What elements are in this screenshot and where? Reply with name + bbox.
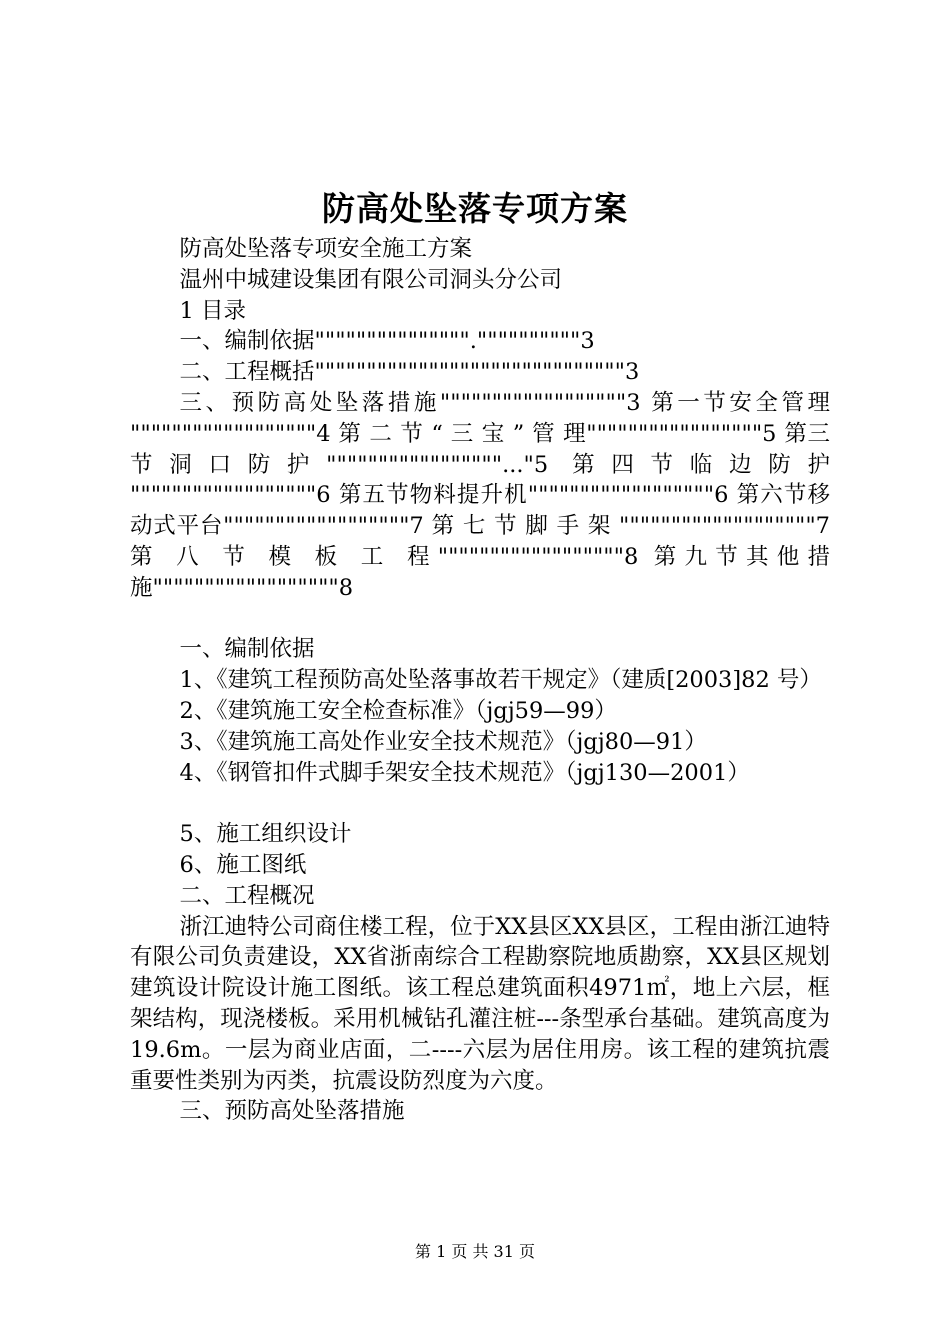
reference-item-5: 5、施工组织设计 [179, 821, 352, 848]
section-heading-2: 二、工程概况 [179, 882, 315, 909]
document-body [130, 234, 830, 1127]
spacer [130, 604, 830, 635]
toc-item-1: 一、编制依据""""""""""""""".""""""""""3 [179, 328, 595, 355]
reference-item-2: 2、《建筑施工安全检查标准》（jgj59—99） [179, 697, 617, 724]
company-line: 温州中城建设集团有限公司洞头分公司 [179, 266, 563, 293]
reference-item-1: 1、《建筑工程预防高处坠落事故若干规定》（建质[2003]82 号） [179, 667, 822, 694]
project-overview-paragraph: 浙江迪特公司商住楼工程，位于XX县区XX县区，工程由浙江迪特有限公司负责建设，XX省浙南综合工程勘察院地质勘察，XX县区规划建筑设计院设计施工图纸。该工程总建筑面积4971㎡，地上六层，框架结构，现浇楼板。采用机械钻孔灌注桩---条型承台基础。建筑高度为19.6m。一层为商业店面，二----六层为居住用房。该工程的建筑抗震重要性类别为丙类，抗震设防烈度为六度。 [130, 913, 830, 1094]
section-heading-3: 三、预防高处坠落措施 [179, 1098, 405, 1125]
spacer [130, 788, 830, 819]
toc-block: 三、预防高处坠落措施""""""""""""""""""3 第一节安全管理 """"""""""""""""""4 第 二 节 “ 三 宝 ” 管 理"""""""""""""""""5 第三节洞口防护"""""""""""""""""..."5 第四节临边防护 """"""""""""""""""6 第五节物料提升机""""""""""""""""""6 第六节移动式平台""""""""""""""""""7 第 七 节 脚 手 架 """""""""""""""""""7 第 八 节 模 板 工 程""""""""""""""""""8 第九节其他措施""""""""""""""""""8 [130, 389, 830, 601]
toc-heading: 1 目录 [179, 297, 246, 324]
reference-item-3: 3、《建筑施工高处作业安全技术规范》（jgj80—91） [179, 728, 707, 755]
document-title: 防高处坠落专项方案 [322, 189, 628, 228]
reference-item-4: 4、《钢管扣件式脚手架安全技术规范》（jgj130—2001） [179, 759, 750, 786]
subtitle-line: 防高处坠落专项安全施工方案 [179, 236, 473, 262]
section-heading-1: 一、编制依据 [179, 636, 315, 663]
reference-item-6: 6、施工图纸 [179, 851, 307, 878]
toc-item-2: 二、工程概括""""""""""""""""""""""""""""""3 [179, 359, 640, 386]
page-footer: 第 1 页 共 31 页 [415, 1242, 535, 1261]
